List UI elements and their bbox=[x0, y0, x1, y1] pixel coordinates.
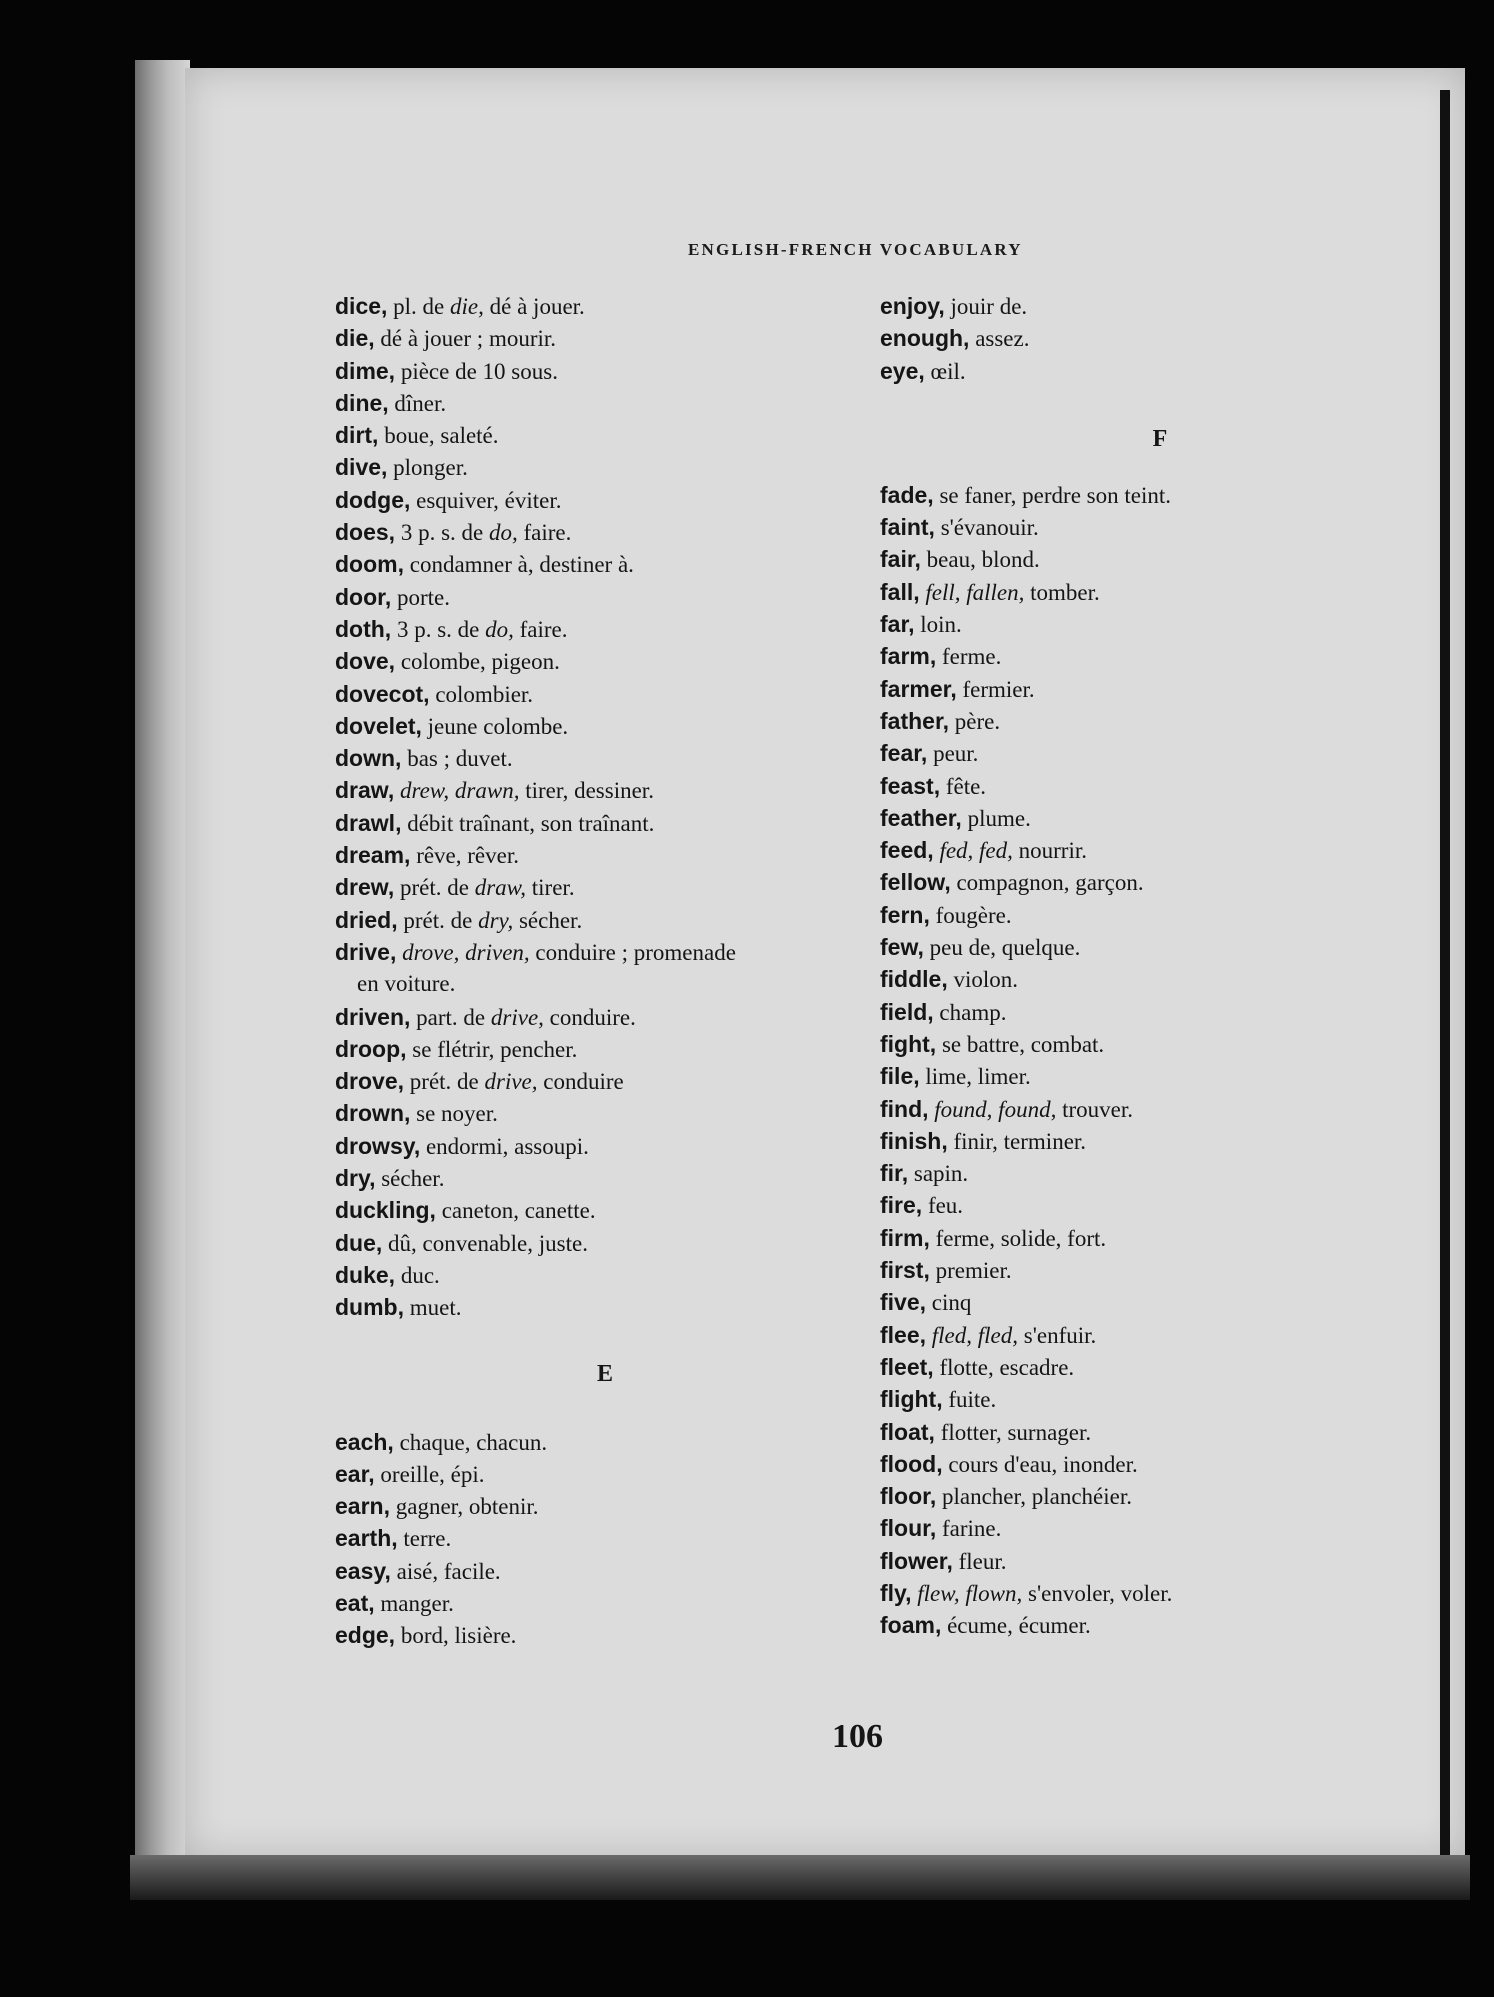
definition-text: ferme. bbox=[936, 644, 1002, 670]
inflected-form: flew, flown, bbox=[917, 1580, 1023, 1606]
vocab-entry bbox=[880, 1060, 1440, 1092]
headword: feast, bbox=[880, 772, 941, 799]
headword: duckling, bbox=[335, 1197, 436, 1224]
page-bottom-shadow bbox=[130, 1855, 1470, 1900]
vocab-entry bbox=[880, 1416, 1440, 1448]
section-letter-f: F bbox=[1152, 425, 1168, 452]
vocab-entry bbox=[880, 1351, 1440, 1383]
definition-text: finir, terminer. bbox=[947, 1128, 1087, 1154]
vocab-entry bbox=[880, 576, 1440, 608]
definition-text: tomber. bbox=[1024, 579, 1100, 605]
headword: firm, bbox=[880, 1224, 930, 1251]
definition-text: muet. bbox=[404, 1295, 462, 1321]
vocab-entry bbox=[335, 1458, 875, 1490]
vocab-entry bbox=[880, 673, 1440, 705]
definition-text: se noyer. bbox=[410, 1101, 498, 1127]
definition-text: fougère. bbox=[929, 902, 1012, 928]
definition-text: jeune colombe. bbox=[421, 713, 569, 739]
definition-text: tirer. bbox=[526, 875, 575, 901]
headword: doth, bbox=[335, 615, 392, 642]
definition-text: ferme, solide, fort. bbox=[929, 1225, 1107, 1251]
headword: dumb, bbox=[335, 1294, 404, 1321]
headword: drawl, bbox=[335, 809, 402, 836]
headword: field, bbox=[880, 998, 934, 1025]
vocab-entry bbox=[880, 1577, 1440, 1609]
definition-text: sécher. bbox=[513, 907, 583, 933]
headword: feed, bbox=[880, 837, 934, 864]
headword: dream, bbox=[335, 842, 411, 869]
headword: enough, bbox=[880, 325, 970, 352]
headword: enjoy, bbox=[880, 293, 945, 319]
vocab-entry bbox=[335, 1065, 875, 1097]
vocab-entry bbox=[335, 387, 875, 419]
definition-text: cours d'eau, inonder. bbox=[942, 1451, 1138, 1477]
headword: finish, bbox=[880, 1127, 948, 1154]
definition-text: condamner à, destiner à. bbox=[404, 552, 634, 578]
definition-text: endormi, assoupi. bbox=[420, 1133, 589, 1159]
inflected-form: dry, bbox=[478, 907, 514, 933]
vocab-entry bbox=[335, 871, 875, 903]
headword: fight, bbox=[880, 1030, 937, 1057]
headword: dove, bbox=[335, 648, 396, 675]
vocab-entry bbox=[880, 322, 1440, 354]
vocab-entry bbox=[880, 996, 1440, 1028]
definition-text: écume, écumer. bbox=[941, 1613, 1091, 1639]
vocab-entry bbox=[880, 737, 1440, 769]
vocab-entry bbox=[335, 1227, 875, 1259]
headword: flight, bbox=[880, 1386, 943, 1413]
left-column bbox=[335, 290, 875, 1652]
definition-text: jouir de. bbox=[944, 294, 1028, 319]
inflected-form: fled, fled, bbox=[931, 1322, 1019, 1348]
headword: doom, bbox=[335, 551, 404, 578]
definition-text: bas ; duvet. bbox=[401, 746, 513, 772]
headword: duke, bbox=[335, 1261, 396, 1288]
headword: dice, bbox=[335, 293, 388, 319]
book-spine-edge bbox=[135, 60, 190, 1860]
headword: earth, bbox=[335, 1525, 398, 1552]
headword: die, bbox=[335, 325, 375, 352]
definition-text: dé à jouer ; mourir. bbox=[374, 326, 557, 352]
entry-continuation bbox=[335, 968, 875, 1000]
vocab-entry bbox=[335, 774, 875, 806]
headword: floor, bbox=[880, 1483, 937, 1510]
headword: draw, bbox=[335, 777, 395, 804]
headword: faint, bbox=[880, 514, 935, 541]
vocab-entry bbox=[880, 899, 1440, 931]
definition-text: dé à jouer. bbox=[483, 294, 585, 319]
headword: far, bbox=[880, 611, 915, 638]
headword: fear, bbox=[880, 740, 928, 767]
definition-text: prét. de bbox=[394, 875, 475, 901]
vocab-entry bbox=[880, 1222, 1440, 1254]
vocab-entry bbox=[335, 1097, 875, 1129]
definition-text: boue, saleté. bbox=[378, 423, 499, 449]
vocab-entry bbox=[880, 963, 1440, 995]
definition-text: conduire bbox=[537, 1069, 624, 1095]
headword: file, bbox=[880, 1063, 920, 1090]
definition-text: violon. bbox=[947, 967, 1019, 993]
definition-text: conduire ; promenade bbox=[529, 939, 736, 965]
vocab-entry bbox=[335, 419, 875, 451]
inflected-form: draw, bbox=[474, 875, 527, 901]
vocab-entry bbox=[880, 511, 1440, 543]
definition-text: flotte, escadre. bbox=[933, 1354, 1075, 1380]
vocab-entry bbox=[880, 770, 1440, 802]
vocab-entry bbox=[335, 1587, 875, 1619]
definition-text: débit traînant, son traînant. bbox=[401, 810, 655, 836]
headword: feather, bbox=[880, 804, 962, 831]
definition-text: assez. bbox=[969, 326, 1030, 352]
section-letter-e: E bbox=[596, 1360, 613, 1387]
definition-text: faire. bbox=[517, 520, 572, 546]
definition-text: dîner. bbox=[388, 390, 447, 416]
definition-text: prét. de bbox=[397, 907, 479, 933]
headword: drove, bbox=[335, 1068, 405, 1095]
definition-text: cinq bbox=[926, 1290, 972, 1316]
headword: flood, bbox=[880, 1450, 943, 1477]
headword: dry, bbox=[335, 1165, 376, 1192]
vocab-entry bbox=[335, 1555, 875, 1587]
vocab-entry bbox=[335, 1619, 875, 1651]
definition-text: fuite. bbox=[942, 1387, 997, 1413]
definition-text: plume. bbox=[961, 805, 1031, 831]
definition-text: gagner, obtenir. bbox=[389, 1494, 539, 1520]
headword: flower, bbox=[880, 1547, 953, 1574]
vocab-entry bbox=[335, 1162, 875, 1194]
inflected-form: drive, bbox=[484, 1069, 538, 1095]
vocab-entry bbox=[880, 1189, 1440, 1221]
definition-text: peur. bbox=[927, 741, 979, 767]
headword: door, bbox=[335, 583, 392, 610]
vocab-entry bbox=[335, 290, 875, 322]
headword: fiddle, bbox=[880, 966, 948, 993]
definition-text: prét. de bbox=[404, 1069, 485, 1095]
definition-text: compagnon, garçon. bbox=[950, 870, 1144, 896]
right-column bbox=[880, 290, 1440, 1642]
definition-text: loin. bbox=[914, 612, 962, 638]
vocab-entry bbox=[880, 931, 1440, 963]
e-entries-list-continued bbox=[880, 290, 1440, 387]
definition-text: père. bbox=[949, 708, 1001, 734]
vocab-entry bbox=[880, 640, 1440, 672]
headword: dodge, bbox=[335, 486, 411, 513]
headword: dirt, bbox=[335, 422, 379, 449]
headword: fellow, bbox=[880, 869, 951, 896]
vocab-entry bbox=[335, 1426, 875, 1458]
headword: fall, bbox=[880, 578, 920, 605]
definition-text: manger. bbox=[374, 1590, 454, 1616]
definition-text: se flétrir, pencher. bbox=[406, 1036, 578, 1062]
headword: drown, bbox=[335, 1100, 411, 1127]
definition-text: 3 p. s. de bbox=[395, 520, 489, 546]
definition-text: faire. bbox=[513, 616, 568, 642]
vocab-entry bbox=[335, 322, 875, 354]
vocab-entry bbox=[335, 451, 875, 483]
definition-text: peu de, quelque. bbox=[923, 935, 1081, 961]
vocab-entry bbox=[880, 1286, 1440, 1318]
vocab-entry bbox=[880, 1480, 1440, 1512]
vocab-entry bbox=[880, 866, 1440, 898]
definition-text: beau, blond. bbox=[920, 547, 1040, 573]
definition-text: aisé, facile. bbox=[390, 1558, 501, 1584]
definition-text: sapin. bbox=[908, 1161, 969, 1187]
vocab-entry bbox=[335, 1490, 875, 1522]
headword: first, bbox=[880, 1257, 930, 1284]
vocab-entry bbox=[880, 1254, 1440, 1286]
definition-text: s'enfuir. bbox=[1018, 1322, 1097, 1348]
vocab-entry bbox=[335, 742, 875, 774]
definition-text: pl. de bbox=[387, 294, 451, 319]
definition-text: flotter, surnager. bbox=[934, 1419, 1092, 1445]
definition-text: premier. bbox=[929, 1258, 1012, 1284]
headword: fair, bbox=[880, 546, 921, 573]
vocab-entry bbox=[335, 807, 875, 839]
definition-text: chaque, chacun. bbox=[393, 1429, 548, 1455]
vocab-entry bbox=[335, 904, 875, 936]
definition-text: se battre, combat. bbox=[936, 1031, 1105, 1057]
definition-text: fleur. bbox=[952, 1548, 1007, 1574]
headword: eat, bbox=[335, 1589, 375, 1616]
vocab-entry bbox=[880, 1157, 1440, 1189]
headword: easy, bbox=[335, 1557, 391, 1584]
vocab-entry bbox=[335, 1033, 875, 1065]
page-number: 106 bbox=[832, 1718, 883, 1755]
definition-text: nourrir. bbox=[1012, 838, 1087, 864]
vocab-entry bbox=[335, 1194, 875, 1226]
vocab-entry bbox=[335, 1001, 875, 1033]
vocab-entry bbox=[880, 290, 1440, 322]
vocab-entry bbox=[880, 1125, 1440, 1157]
inflected-form: drove, driven, bbox=[402, 939, 530, 965]
headword: flour, bbox=[880, 1515, 937, 1542]
definition-text: s'envoler, voler. bbox=[1022, 1580, 1173, 1606]
vocab-entry bbox=[335, 839, 875, 871]
definition-text: lime, limer. bbox=[919, 1064, 1031, 1090]
headword: earn, bbox=[335, 1493, 390, 1520]
vocab-entry bbox=[335, 516, 875, 548]
headword: each, bbox=[335, 1428, 394, 1455]
definition-text: se faner, perdre son teint. bbox=[933, 482, 1171, 508]
headword: dive, bbox=[335, 454, 388, 481]
vocab-entry bbox=[335, 936, 875, 968]
definition-text: sécher. bbox=[375, 1166, 445, 1192]
vocab-entry bbox=[335, 484, 875, 516]
definition-text: colombier. bbox=[429, 681, 534, 707]
vocab-entry bbox=[880, 1512, 1440, 1544]
headword: eye, bbox=[880, 357, 925, 384]
headword: flee, bbox=[880, 1321, 927, 1348]
vocab-entry bbox=[880, 1028, 1440, 1060]
vocab-entry bbox=[335, 1522, 875, 1554]
definition-text: champ. bbox=[933, 999, 1007, 1025]
vocab-entry bbox=[335, 1259, 875, 1291]
vocab-entry bbox=[335, 581, 875, 613]
vocab-entry bbox=[335, 1130, 875, 1162]
running-head: ENGLISH-FRENCH VOCABULARY bbox=[688, 240, 1023, 259]
definition-text: caneton, canette. bbox=[435, 1198, 596, 1224]
definition-text: trouver. bbox=[1056, 1096, 1133, 1122]
headword: edge, bbox=[335, 1622, 396, 1649]
inflected-form: drew, drawn, bbox=[399, 778, 520, 804]
inflected-form: fell, fallen, bbox=[925, 579, 1025, 605]
headword: float, bbox=[880, 1418, 935, 1445]
definition-text: conduire. bbox=[543, 1004, 636, 1030]
vocab-entry bbox=[880, 705, 1440, 737]
headword: dovecot, bbox=[335, 680, 430, 707]
headword: fir, bbox=[880, 1160, 909, 1187]
headword: fire, bbox=[880, 1192, 923, 1219]
definition-text: feu. bbox=[922, 1193, 964, 1219]
headword: five, bbox=[880, 1289, 927, 1316]
headword: fly, bbox=[880, 1579, 912, 1606]
definition-text: plancher, planchéier. bbox=[936, 1484, 1132, 1510]
vocab-entry bbox=[335, 678, 875, 710]
vocab-entry bbox=[880, 1383, 1440, 1415]
inflected-form: found, found, bbox=[934, 1096, 1057, 1122]
vocab-entry bbox=[880, 1319, 1440, 1351]
inflected-form: do, bbox=[485, 616, 514, 642]
headword: fern, bbox=[880, 901, 930, 928]
vocab-entry bbox=[335, 710, 875, 742]
definition-text: 3 p. s. de bbox=[391, 616, 486, 642]
vocab-entry bbox=[880, 543, 1440, 575]
headword: few, bbox=[880, 934, 924, 961]
vocab-entry bbox=[880, 1609, 1440, 1641]
definition-text: dû, convenable, juste. bbox=[382, 1230, 588, 1256]
headword: drive, bbox=[335, 938, 397, 965]
inflected-form: fed, fed, bbox=[939, 838, 1013, 864]
definition-text: oreille, épi. bbox=[374, 1461, 485, 1487]
headword: dine, bbox=[335, 389, 389, 416]
f-entries-list bbox=[880, 479, 1440, 1642]
inflected-form: do, bbox=[489, 520, 518, 546]
vocab-entry bbox=[880, 355, 1440, 387]
definition-text: s'évanouir. bbox=[934, 515, 1039, 541]
headword: dried, bbox=[335, 906, 398, 933]
definition-text: part. de bbox=[410, 1004, 491, 1030]
headword: droop, bbox=[335, 1035, 407, 1062]
vocab-entry bbox=[335, 548, 875, 580]
definition-text: terre. bbox=[397, 1526, 452, 1552]
headword: fleet, bbox=[880, 1353, 934, 1380]
vocab-entry bbox=[335, 355, 875, 387]
definition-text: fête. bbox=[940, 773, 987, 799]
headword: farmer, bbox=[880, 675, 957, 702]
vocab-entry bbox=[880, 479, 1440, 511]
definition-text: fermier. bbox=[956, 676, 1035, 702]
headword: driven, bbox=[335, 1003, 411, 1030]
headword: does, bbox=[335, 519, 396, 546]
definition-text: tirer, dessiner. bbox=[519, 778, 654, 804]
definition-text: plonger. bbox=[387, 455, 468, 481]
definition-text: bord, lisière. bbox=[395, 1623, 517, 1649]
vocab-entry bbox=[880, 1448, 1440, 1480]
headword: drew, bbox=[335, 874, 395, 901]
vocab-entry bbox=[335, 1291, 875, 1323]
headword: foam, bbox=[880, 1612, 942, 1639]
headword: ear, bbox=[335, 1460, 375, 1487]
definition-text: en voiture. bbox=[357, 971, 456, 997]
vocab-entry bbox=[335, 613, 875, 645]
headword: find, bbox=[880, 1095, 929, 1122]
definition-text: rêve, rêver. bbox=[410, 843, 519, 869]
headword: farm, bbox=[880, 643, 937, 670]
headword: down, bbox=[335, 745, 402, 772]
headword: dovelet, bbox=[335, 712, 422, 739]
headword: father, bbox=[880, 707, 950, 734]
definition-text: farine. bbox=[936, 1516, 1002, 1542]
definition-text: esquiver, éviter. bbox=[410, 487, 562, 513]
headword: fade, bbox=[880, 481, 934, 508]
headword: dime, bbox=[335, 357, 396, 384]
definition-text: pièce de 10 sous. bbox=[395, 358, 558, 384]
definition-text: porte. bbox=[391, 584, 450, 610]
headword: drowsy, bbox=[335, 1132, 421, 1159]
inflected-form: die, bbox=[450, 294, 484, 319]
definition-text: colombe, pigeon. bbox=[395, 649, 560, 675]
headword: due, bbox=[335, 1229, 383, 1256]
vocab-entry bbox=[880, 608, 1440, 640]
definition-text: duc. bbox=[395, 1262, 440, 1288]
vocab-entry bbox=[880, 834, 1440, 866]
definition-text: œil. bbox=[924, 358, 966, 384]
vocab-entry bbox=[335, 645, 875, 677]
vocab-entry bbox=[880, 802, 1440, 834]
d-entries-list bbox=[335, 290, 875, 1324]
vocab-entry bbox=[880, 1093, 1440, 1125]
e-entries-list bbox=[335, 1426, 875, 1652]
page-right-edge bbox=[1440, 90, 1450, 1860]
inflected-form: drive, bbox=[490, 1004, 544, 1030]
vocab-entry bbox=[880, 1545, 1440, 1577]
